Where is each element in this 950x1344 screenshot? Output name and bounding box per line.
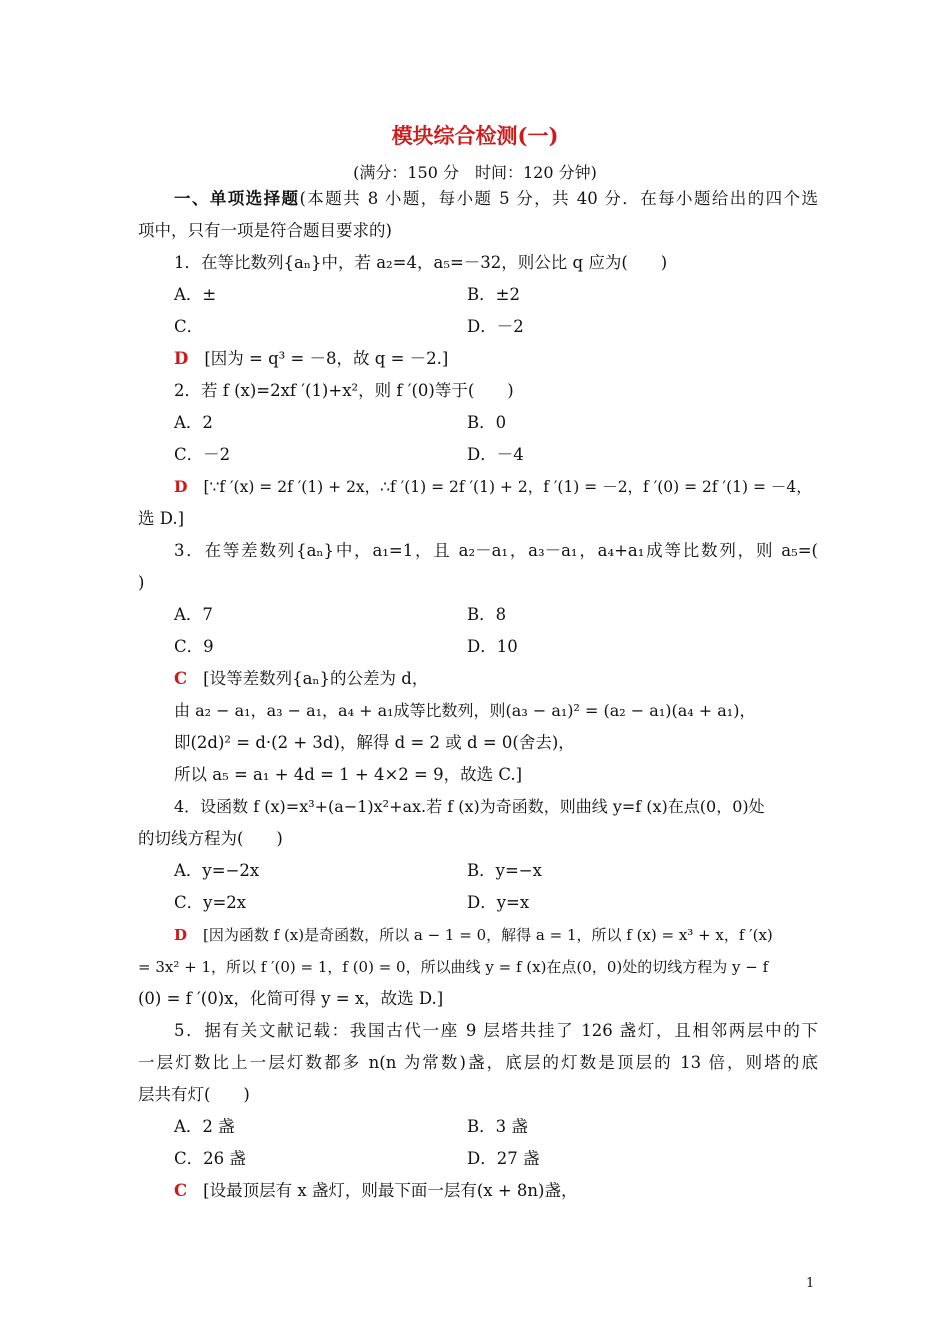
q4-answer: D — [174, 926, 188, 944]
q2-option-a: A．2 — [174, 413, 213, 432]
q3-answer: C — [174, 669, 188, 688]
q1-answer: D — [174, 349, 189, 368]
q3-solution-line-1 — [174, 668, 818, 690]
q5-option-d: D．27 盏 — [467, 1149, 540, 1168]
q1-solution — [174, 348, 818, 370]
q2-solution-line-2: 选 D.] — [138, 509, 185, 528]
q3-stem-2: ) — [138, 573, 145, 592]
q4-solution-line-2: = 3x² + 1，所以 f ′(0) = 1，f (0) = 0，所以曲线 y = f (x)在点(0，0)处的切线方程为 y − f — [138, 958, 769, 976]
q3-stem-1: 3．在等差数列{aₙ}中，a₁=1，且 a₂－a₁，a₃－a₁，a₄+a₁成等比数列，则 a₅=( — [174, 541, 818, 560]
q4-option-d: D．y=x — [467, 893, 530, 912]
q3-solution-text-1: [设等差数列{aₙ}的公差为 d， — [203, 669, 429, 688]
q4-solution-text-1: [因为函数 f (x)是奇函数，所以 a − 1 = 0，解得 a = 1，所以 f (x) = x³ + x，f ′(x) — [203, 926, 773, 944]
q4-option-b: B．y=−x — [467, 861, 542, 880]
q5-stem-1: 5．据有关文献记载：我国古代一座 9 层塔共挂了 126 盏灯，且相邻两层中的下 — [174, 1021, 818, 1040]
q4-option-a: A．y=−2x — [174, 861, 260, 880]
q1-option-a: A．± — [174, 285, 217, 304]
page-subtitle: (满分：150 分 时间：120 分钟) — [353, 163, 597, 182]
q4-solution-line-3: (0) = f ′(0)x，化简可得 y = x，故选 D.] — [138, 989, 444, 1008]
q3-option-d: D．10 — [467, 637, 518, 656]
q2-answer: D — [174, 477, 188, 496]
q2-stem: 2．若 f (x)=2xf ′(1)+x²，则 f ′(0)等于( ) — [174, 381, 514, 400]
q5-solution-text-1: [设最顶层有 x 盏灯，则最下面一层有(x + 8n)盏， — [203, 1181, 578, 1200]
q3-solution-line-2: 由 a₂ − a₁，a₃ − a₁，a₄ + a₁成等比数列，则(a₃ − a₁)² = (a₂ − a₁)(a₄ + a₁)， — [174, 701, 756, 720]
section-desc-1: (本题共 8 小题，每小题 5 分，共 40 分．在每小题给出的四个选 — [299, 189, 818, 208]
q4-stem-2: 的切线方程为( ) — [138, 829, 283, 848]
q3-solution-line-3: 即(2d)² = d·(2 + 3d)，解得 d = 2 或 d = 0(舍去)， — [174, 733, 575, 752]
q4-stem-1: 4．设函数 f (x)=x³+(a−1)x²+ax.若 f (x)为奇函数，则曲线 y=f (x)在点(0，0)处 — [174, 797, 765, 816]
q4-solution-line-1 — [174, 924, 818, 946]
q3-solution-line-4: 所以 a₅ = a₁ + 4d = 1 + 4×2 = 9，故选 C.] — [174, 765, 523, 784]
q2-option-d: D．－4 — [467, 445, 524, 464]
q2-option-b: B．0 — [467, 413, 507, 432]
q2-solution-text-1: [∵f ′(x) = 2f ′(1) + 2x，∴f ′(1) = 2f ′(1) + 2，f ′(1) = －2，f ′(0) = 2f ′(1) = －4， — [203, 478, 812, 496]
q2-solution-line-1 — [174, 476, 818, 498]
q2-option-c: C．－2 — [174, 445, 231, 464]
q1-stem: 1．在等比数列{aₙ}中，若 a₂=4，a₅=－32，则公比 q 应为( ) — [174, 253, 668, 272]
page-number: 1 — [806, 1276, 815, 1291]
q1-option-d: D．－2 — [467, 317, 524, 336]
q3-option-c: C．9 — [174, 637, 214, 656]
q5-option-a: A．2 盏 — [174, 1117, 235, 1136]
q5-stem-2: 一层灯数比上一层灯数都多 n(n 为常数)盏，底层的灯数是顶层的 13 倍，则塔的底 — [138, 1053, 818, 1072]
q3-option-a: A．7 — [174, 605, 213, 624]
q5-option-b: B．3 盏 — [467, 1117, 528, 1136]
q1-option-c: C． — [174, 317, 204, 336]
q1-option-b: B．±2 — [467, 285, 520, 304]
q3-option-b: B．8 — [467, 605, 507, 624]
q5-solution-line-1 — [174, 1180, 818, 1202]
q5-stem-3: 层共有灯( ) — [138, 1085, 250, 1104]
section-header-line-1 — [174, 188, 818, 210]
q5-answer: C — [174, 1181, 188, 1200]
q5-option-c: C．26 盏 — [174, 1149, 246, 1168]
section-desc-2: 项中，只有一项是符合题目要求的) — [138, 221, 392, 240]
q4-option-c: C．y=2x — [174, 893, 247, 912]
section-heading: 一、单项选择题 — [174, 189, 300, 208]
page-title: 模块综合检测(一) — [391, 123, 559, 148]
q1-solution-text: [因为 = q³ = －8，故 q = －2.] — [204, 349, 449, 368]
